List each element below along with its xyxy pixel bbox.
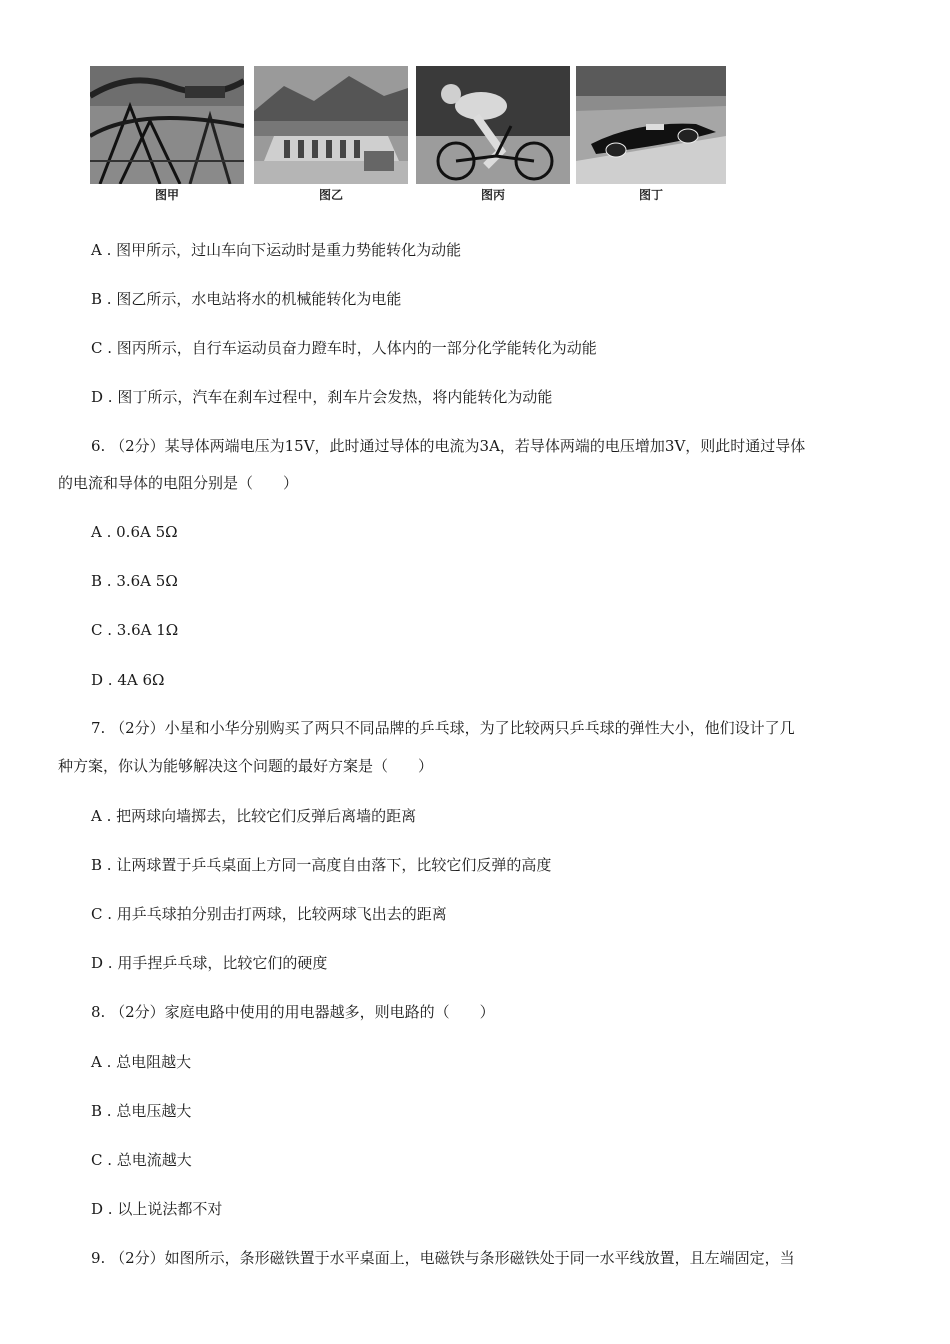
figure-caption: 图丙 <box>480 188 505 202</box>
cyclist-photo <box>416 66 570 184</box>
figure-caption: 图甲 <box>154 188 179 202</box>
q7-option-d[interactable]: D . 用手捏乒乓球，比较它们的硬度 <box>91 954 328 972</box>
figure-strip <box>90 66 726 202</box>
q8-option-d[interactable]: D . 以上说法都不对 <box>91 1200 223 1218</box>
q6-stem-cont: 的电流和导体的电阻分别是（ ） <box>58 474 299 492</box>
q7-option-b[interactable]: B . 让两球置于乒乓桌面上方同一高度自由落下，比较它们反弹的高度 <box>91 856 552 874</box>
hydropower-dam-photo <box>254 66 408 184</box>
figure-caption: 图乙 <box>318 188 343 202</box>
q7-option-c[interactable]: C . 用乒乓球拍分别击打两球，比较两球飞出去的距离 <box>91 905 447 923</box>
q5-option-b[interactable]: B . 图乙所示，水电站将水的机械能转化为电能 <box>91 290 402 308</box>
q7-stem-cont: 种方案，你认为能够解决这个问题的最好方案是（ ） <box>58 757 434 775</box>
q6-option-c[interactable]: C . 3.6A 1Ω <box>91 621 179 639</box>
q8-option-b[interactable]: B . 总电压越大 <box>91 1102 192 1120</box>
q6-stem: 6. （2分）某导体两端电压为15V，此时通过导体的电流为3A，若导体两端的电压增加3V，则此时通过导体 <box>91 437 806 455</box>
q7-stem: 7. （2分）小星和小华分别购买了两只不同品牌的乒乓球，为了比较两只乒乓球的弹性大小，他们设计了几 <box>91 719 795 737</box>
q8-option-c[interactable]: C . 总电流越大 <box>91 1151 192 1169</box>
q5-option-d[interactable]: D . 图丁所示，汽车在刹车过程中，刹车片会发热，将内能转化为动能 <box>91 388 553 406</box>
q6-option-b[interactable]: B . 3.6A 5Ω <box>91 572 178 590</box>
q5-option-a[interactable]: A . 图甲所示，过山车向下运动时是重力势能转化为动能 <box>91 241 462 259</box>
q6-option-d[interactable]: D . 4A 6Ω <box>91 671 165 689</box>
q7-option-a[interactable]: A . 把两球向墙掷去，比较它们反弹后离墙的距离 <box>91 807 417 825</box>
q6-option-a[interactable]: A . 0.6A 5Ω <box>91 523 178 541</box>
roller-coaster-photo <box>90 66 244 184</box>
q5-option-c[interactable]: C . 图丙所示，自行车运动员奋力蹬车时，人体内的一部分化学能转化为动能 <box>91 339 597 357</box>
q9-stem: 9. （2分）如图所示，条形磁铁置于水平桌面上，电磁铁与条形磁铁处于同一水平线放置，且左端固定，当 <box>91 1249 795 1267</box>
q8-option-a[interactable]: A . 总电阻越大 <box>91 1053 192 1071</box>
race-car-photo <box>576 66 726 184</box>
figure-caption: 图丁 <box>638 188 663 202</box>
q8-stem: 8. （2分）家庭电路中使用的用电器越多，则电路的（ ） <box>91 1003 495 1021</box>
